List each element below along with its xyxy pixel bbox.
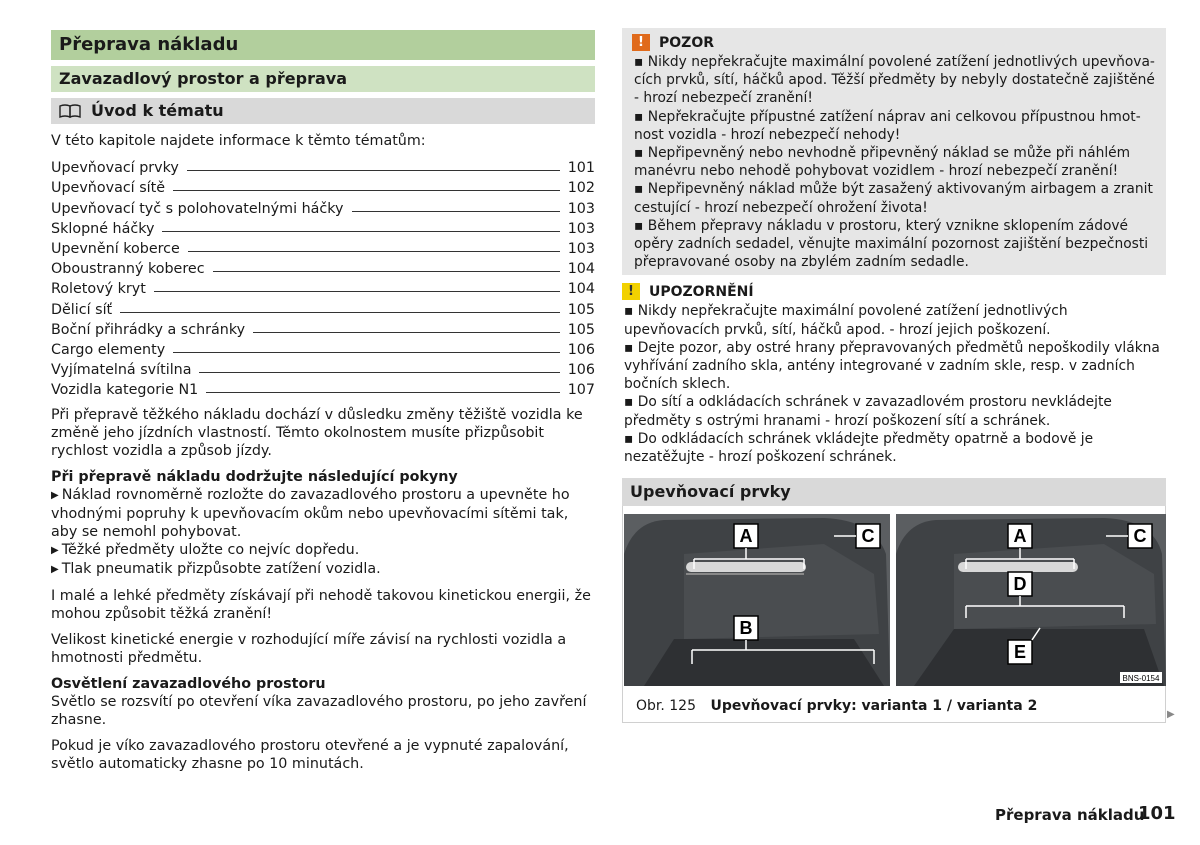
- toc-item-page: 107: [567, 382, 595, 399]
- section-title: Zavazadlový prostor a přeprava: [51, 66, 595, 92]
- caution-box: [622, 28, 1166, 275]
- toc-item-page: 103: [567, 200, 595, 217]
- label-a-variant-2: A: [1013, 526, 1027, 547]
- toc-item-label: Sklopné háčky: [51, 220, 155, 237]
- paragraph-light-off: Pokud je víko zavazadlového prostoru otevřené a je vypnuté zapalování, světlo automaticky zhasne po 10 minutách.: [51, 738, 569, 773]
- light-text: Světlo se rozsvítí po otevření víka zavazadlového prostoru, po jeho zavření zhasne.: [51, 694, 587, 729]
- toc-item[interactable]: [51, 196, 595, 216]
- caution-item: ▪ Nikdy nepřekračujte maximální povolené zatížení jednotlivých upevňovacích prvků, sítí, háčků apod. Těžší předměty by nebyly dostatečně zajištěné - hrozí nebezpečí zranění!: [634, 54, 1155, 107]
- label-d: D: [1013, 574, 1027, 595]
- caution-item: ▪ Nepřipevněný náklad může být zasažený aktivovaným airbagem a zranit cestující - hrozí nebezpečí ohrožení života!: [634, 181, 1153, 216]
- caution-header: [632, 34, 1156, 51]
- label-c-variant-2: C: [1133, 526, 1147, 547]
- footer-section: Přeprava nákladu: [995, 806, 1145, 824]
- notice-item: ▪ Do sítí a odkládacích schránek v zavazadlovém prostoru nevkládejte předměty s ostrými hranami - hrozí poškození sítí a schránek.: [624, 394, 1112, 429]
- caution-item: ▪ Během přepravy nákladu v prostoru, který vznikne sklopením zádové opěry zadních sedadel, věnujte maximální pozornost zajištění bezpečnosti přepravované osoby na zbylém zadním sedadle.: [634, 217, 1149, 271]
- toc-item[interactable]: [51, 257, 595, 277]
- notice-box: [622, 275, 1166, 466]
- toc-item-label: Upevnění koberce: [51, 240, 180, 257]
- toc-item[interactable]: [51, 217, 595, 237]
- list-item: ▶ Těžké předměty uložte co nejvíc dopředu.: [51, 542, 360, 559]
- figure: [622, 506, 1166, 723]
- toc-item[interactable]: [51, 156, 595, 176]
- left-column: [51, 30, 595, 781]
- paragraph-center-of-gravity: Při přepravě těžkého nákladu dochází v důsledku změny těžiště vozidla ke změně jeho jízdních vlastností. Těmto okolnostem musíte přizpůsobit rychlost vozidla a způsob jízdy.: [51, 407, 583, 460]
- light-heading: Osvětlení zavazadlového prostoru: [51, 676, 326, 693]
- label-b: B: [739, 618, 753, 639]
- list-item: ▶ Tlak pneumatik přizpůsobte zatížení vozidla.: [51, 561, 381, 578]
- toc-item-label: Upevňovací sítě: [51, 180, 166, 197]
- toc-item-page: 103: [567, 240, 595, 257]
- toc-item[interactable]: [51, 297, 595, 317]
- notice-item: ▪ Do odkládacích schránek vkládejte předměty opatrně a bodově je nezatěžujte - hrozí poškození schránek.: [624, 430, 1094, 466]
- toc-item-page: 104: [567, 281, 595, 298]
- instructions-heading: Při přepravě nákladu dodržujte následující pokyny: [51, 469, 458, 486]
- toc-item-page: 105: [567, 321, 595, 338]
- toc-item-page: 105: [567, 301, 595, 318]
- label-e: E: [1013, 642, 1027, 663]
- toc-item-page: 101: [567, 160, 595, 177]
- toc-item-label: Upevňovací tyč s polohovatelnými háčky: [51, 200, 344, 217]
- notice-title: UPOZORNĚNÍ: [649, 283, 754, 300]
- notice-item: ▪ Dejte pozor, aby ostré hrany přepravovaných předmětů nepoškodily vlákna vyhřívání zadního skla, antény integrované v zadním skle, resp. v zadních bočních sklech.: [624, 339, 1160, 393]
- toc-item-label: Roletový kryt: [51, 281, 146, 298]
- toc-item-page: 104: [567, 261, 595, 278]
- toc-item[interactable]: [51, 176, 595, 196]
- intro-text: V této kapitole najdete informace k těmto tématům:: [51, 133, 426, 149]
- toc-item-label: Vyjímatelná svítilna: [51, 362, 192, 379]
- toc-item-label: Cargo elementy: [51, 341, 166, 358]
- caution-item: ▪ Nepřekračujte přípustné zatížení náprav ani celkovou přípustnou hmotnost vozidla - hrozí nebezpečí nehody!: [634, 108, 1141, 143]
- notice-item: ▪ Nikdy nepřekračujte maximální povolené zatížení jednotlivých upevňovacích prvků, sítí, háčků apod. - hrozí jejich poškození.: [624, 303, 1068, 338]
- toc-item-label: Vozidla kategorie N1: [51, 382, 199, 399]
- intro-header: [51, 98, 595, 124]
- trunk-illustration: [624, 514, 1166, 686]
- paragraph-small-objects: I malé a lehké předměty získávají při nehodě takovou kinetickou energii, že mohou způsobit těžká zranění!: [51, 588, 591, 623]
- book-icon: [59, 104, 81, 118]
- label-a: A: [739, 526, 753, 547]
- figure-section-title: Upevňovací prvky: [622, 478, 1166, 506]
- toc-item-label: Dělicí síť: [51, 301, 113, 318]
- toc-item-page: 102: [567, 180, 595, 197]
- exclamation-icon: !: [632, 34, 650, 51]
- toc-item-label: Boční přihrádky a schránky: [51, 321, 246, 338]
- toc-item[interactable]: [51, 378, 595, 398]
- paragraph-kinetic-energy: Velikost kinetické energie v rozhodující míře závisí na rychlosti vozidla a hmotnosti předmětu.: [51, 632, 567, 667]
- figure-caption-text: Upevňovací prvky: varianta 1 / varianta 2: [710, 698, 1038, 715]
- right-column: [622, 28, 1166, 723]
- exclamation-icon: !: [622, 283, 640, 300]
- toc-item[interactable]: [51, 277, 595, 297]
- triangle-right-icon: ▶: [51, 564, 59, 576]
- chapter-title: Přeprava nákladu: [51, 30, 595, 60]
- instructions-list: [51, 486, 595, 579]
- toc-item-page: 103: [567, 220, 595, 237]
- figure-code: BNS-0154: [1122, 674, 1160, 684]
- toc-item-label: Upevňovací prvky: [51, 160, 179, 177]
- toc-item-page: 106: [567, 362, 595, 379]
- intro-title: Úvod k tématu: [91, 101, 224, 120]
- notice-header: [622, 283, 1166, 300]
- continue-arrow-icon: ▶: [1167, 709, 1175, 720]
- toc-item[interactable]: [51, 318, 595, 338]
- label-c: C: [861, 526, 875, 547]
- toc-item[interactable]: [51, 338, 595, 358]
- toc-list: [51, 156, 595, 398]
- toc-item[interactable]: [51, 358, 595, 378]
- caution-title: POZOR: [659, 34, 714, 51]
- triangle-right-icon: ▶: [51, 545, 59, 557]
- toc-item-label: Oboustranný koberec: [51, 261, 205, 278]
- toc-item[interactable]: [51, 237, 595, 257]
- figure-caption: [624, 690, 1164, 718]
- triangle-right-icon: ▶: [51, 490, 59, 502]
- footer-page-number: 101: [1138, 803, 1176, 824]
- list-item: ▶ Náklad rovnoměrně rozložte do zavazadlového prostoru a upevněte ho vhodnými popruhy k upevňovacím okům nebo upevňovacími sítěmi tak, aby se nemohl pohybovat.: [51, 487, 570, 541]
- toc-item-page: 106: [567, 341, 595, 358]
- figure-number: Obr. 125: [636, 698, 696, 715]
- caution-item: ▪ Nepřipevněný nebo nevhodně připevněný náklad se může při náhlém manévru nebo nehodě pohybovat vozidlem - hrozí nebezpečí zranění!: [634, 145, 1131, 180]
